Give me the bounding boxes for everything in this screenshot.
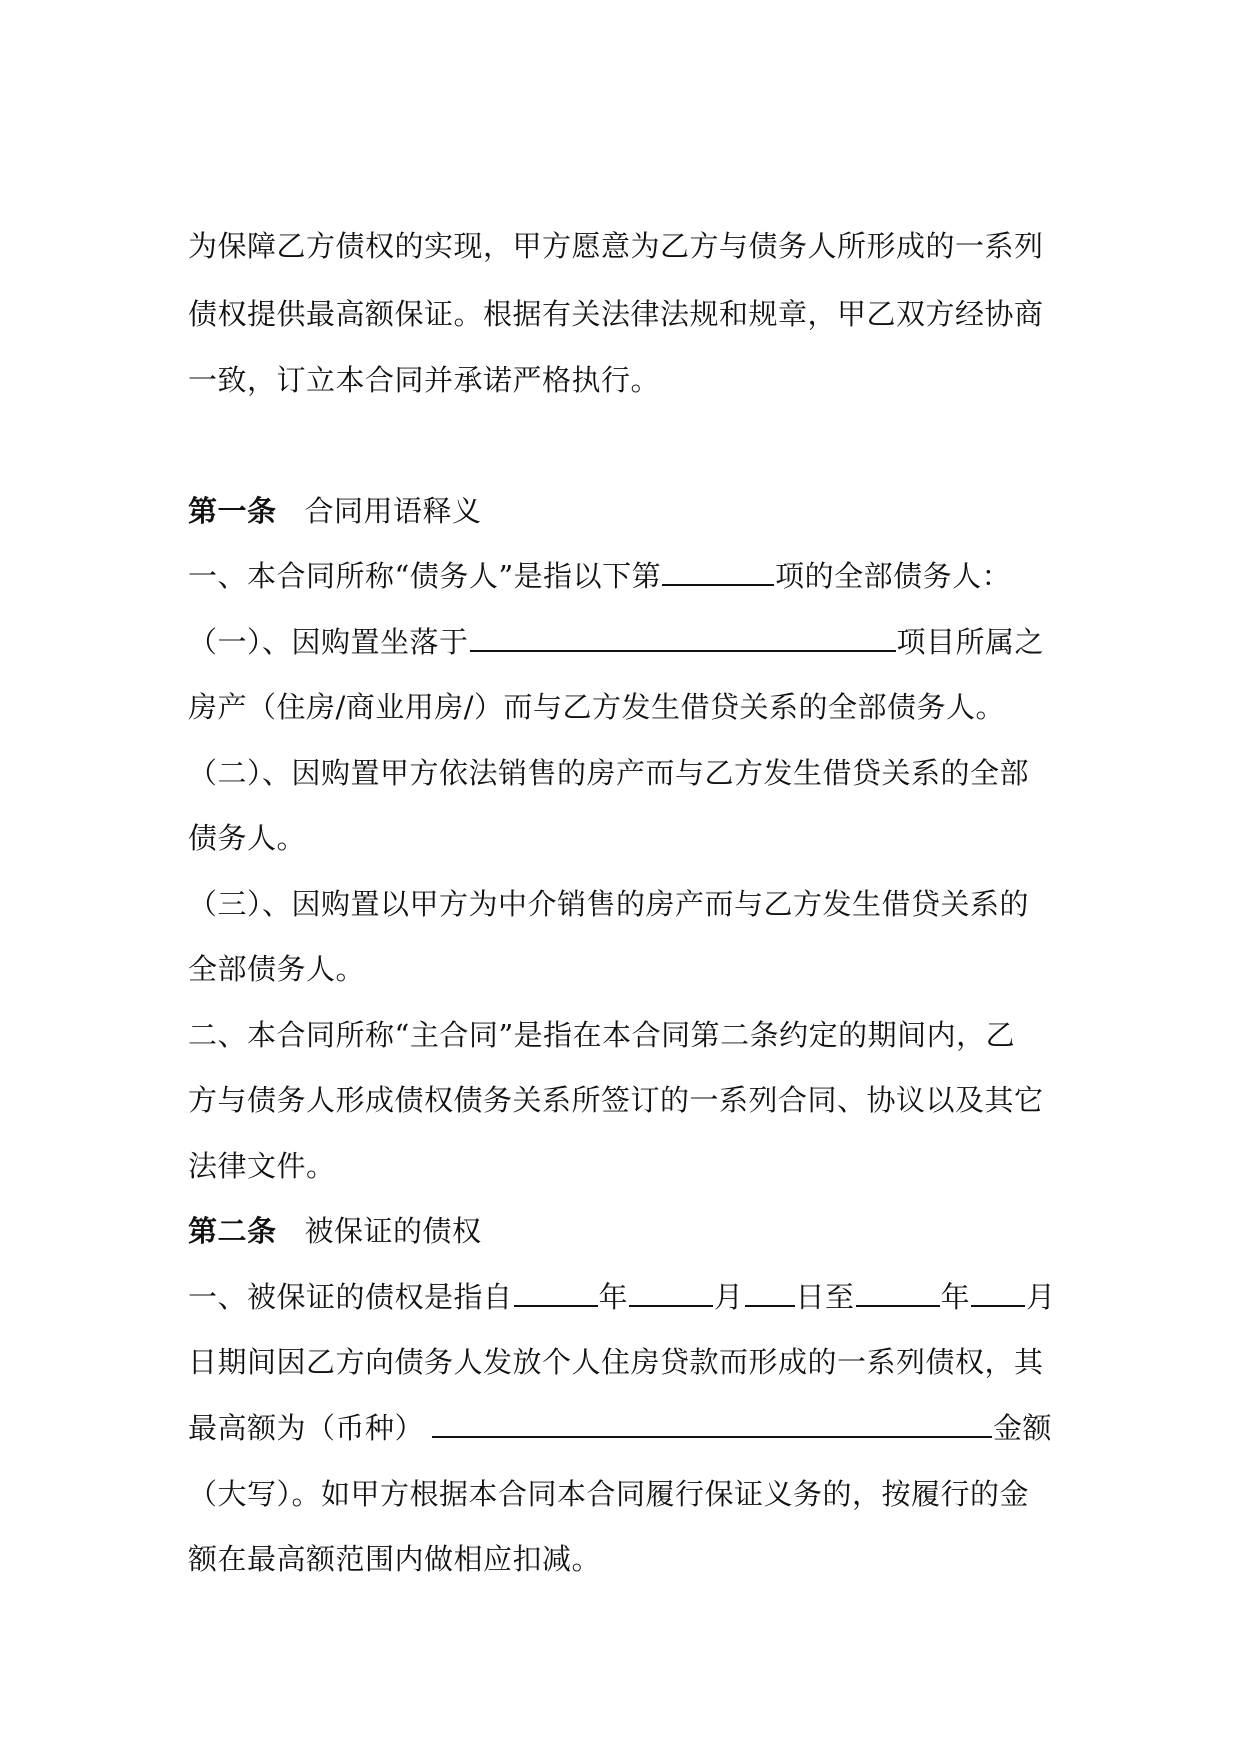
item-1-text-before: （一）、因购置坐落于	[188, 625, 469, 659]
article-2-title: 被保证的债权	[304, 1214, 482, 1248]
location-blank[interactable]	[470, 620, 896, 652]
article-1-clause-2-line-1: 二、本合同所称“主合同”是指在本合同第二条约定的期间内，乙	[188, 1018, 1016, 1052]
clause-1-text-after: 项的全部债务人：	[775, 559, 1012, 593]
currency-amount-blank[interactable]	[432, 1406, 992, 1438]
max-amount-label: 最高额为（币种）	[188, 1411, 425, 1445]
month-label-1: 月	[714, 1280, 744, 1314]
year-label-2: 年	[940, 1280, 971, 1314]
end-month-blank[interactable]	[971, 1275, 1025, 1307]
article-2-number: 第二条	[188, 1214, 277, 1248]
item-number-blank[interactable]	[662, 554, 774, 586]
article-2-heading	[188, 1209, 482, 1253]
item-1-line-1	[188, 620, 1044, 664]
article-1-clause-2-line-3: 法律文件。	[188, 1149, 336, 1183]
item-3-line-2: 全部债务人。	[188, 952, 366, 986]
item-2-line-2: 债务人。	[188, 821, 307, 855]
item-1-line-2: 房产（住房/商业用房/）而与乙方发生借贷关系的全部债务人。	[188, 690, 1006, 724]
article-2-clause-1-line-3	[188, 1406, 1052, 1450]
article-1-title: 合同用语释义	[304, 494, 482, 528]
clause-1-text-before: 一、本合同所称“债务人”是指以下第	[188, 559, 662, 593]
article-1-heading	[188, 489, 482, 533]
article-1-number: 第一条	[188, 494, 277, 528]
amount-label: 金额	[993, 1411, 1053, 1445]
item-1-text-after: 项目所属之	[896, 625, 1045, 659]
preamble-line-3: 一致，订立本合同并承诺严格执行。	[188, 363, 661, 397]
preamble-line-2: 债权提供最高额保证。根据有关法律法规和规章，甲乙双方经协商	[188, 297, 1044, 331]
day-to-label: 日至	[795, 1280, 855, 1314]
article-1-clause-1	[188, 554, 1011, 598]
end-year-blank[interactable]	[856, 1275, 940, 1307]
year-label-1: 年	[598, 1280, 629, 1314]
article-1-clause-2-line-2: 方与债务人形成债权债务关系所签订的一系列合同、协议以及其它	[188, 1083, 1044, 1117]
article-2-clause-1-line-5: 额在最高额范围内做相应扣减。	[188, 1542, 602, 1576]
article-2-clause-1-start: 一、被保证的债权是指自	[188, 1280, 513, 1314]
start-month-blank[interactable]	[629, 1275, 713, 1307]
month-label-2: 月	[1026, 1280, 1056, 1314]
article-2-clause-1-line-4: （大写）。如甲方根据本合同本合同履行保证义务的，按履行的金	[188, 1477, 1030, 1511]
start-year-blank[interactable]	[514, 1275, 598, 1307]
preamble-line-1: 为保障乙方债权的实现，甲方愿意为乙方与债务人所形成的一系列	[188, 229, 1044, 263]
item-3-line-1: （三）、因购置以甲方为中介销售的房产而与乙方发生借贷关系的	[188, 887, 1030, 921]
article-2-clause-1-line-2: 日期间因乙方向债务人发放个人住房贷款而形成的一系列债权，其	[188, 1345, 1044, 1379]
start-day-blank[interactable]	[745, 1275, 795, 1307]
item-2-line-1: （二）、因购置甲方依法销售的房产而与乙方发生借贷关系的全部	[188, 756, 1030, 790]
article-2-clause-1-line-1	[188, 1275, 1056, 1319]
